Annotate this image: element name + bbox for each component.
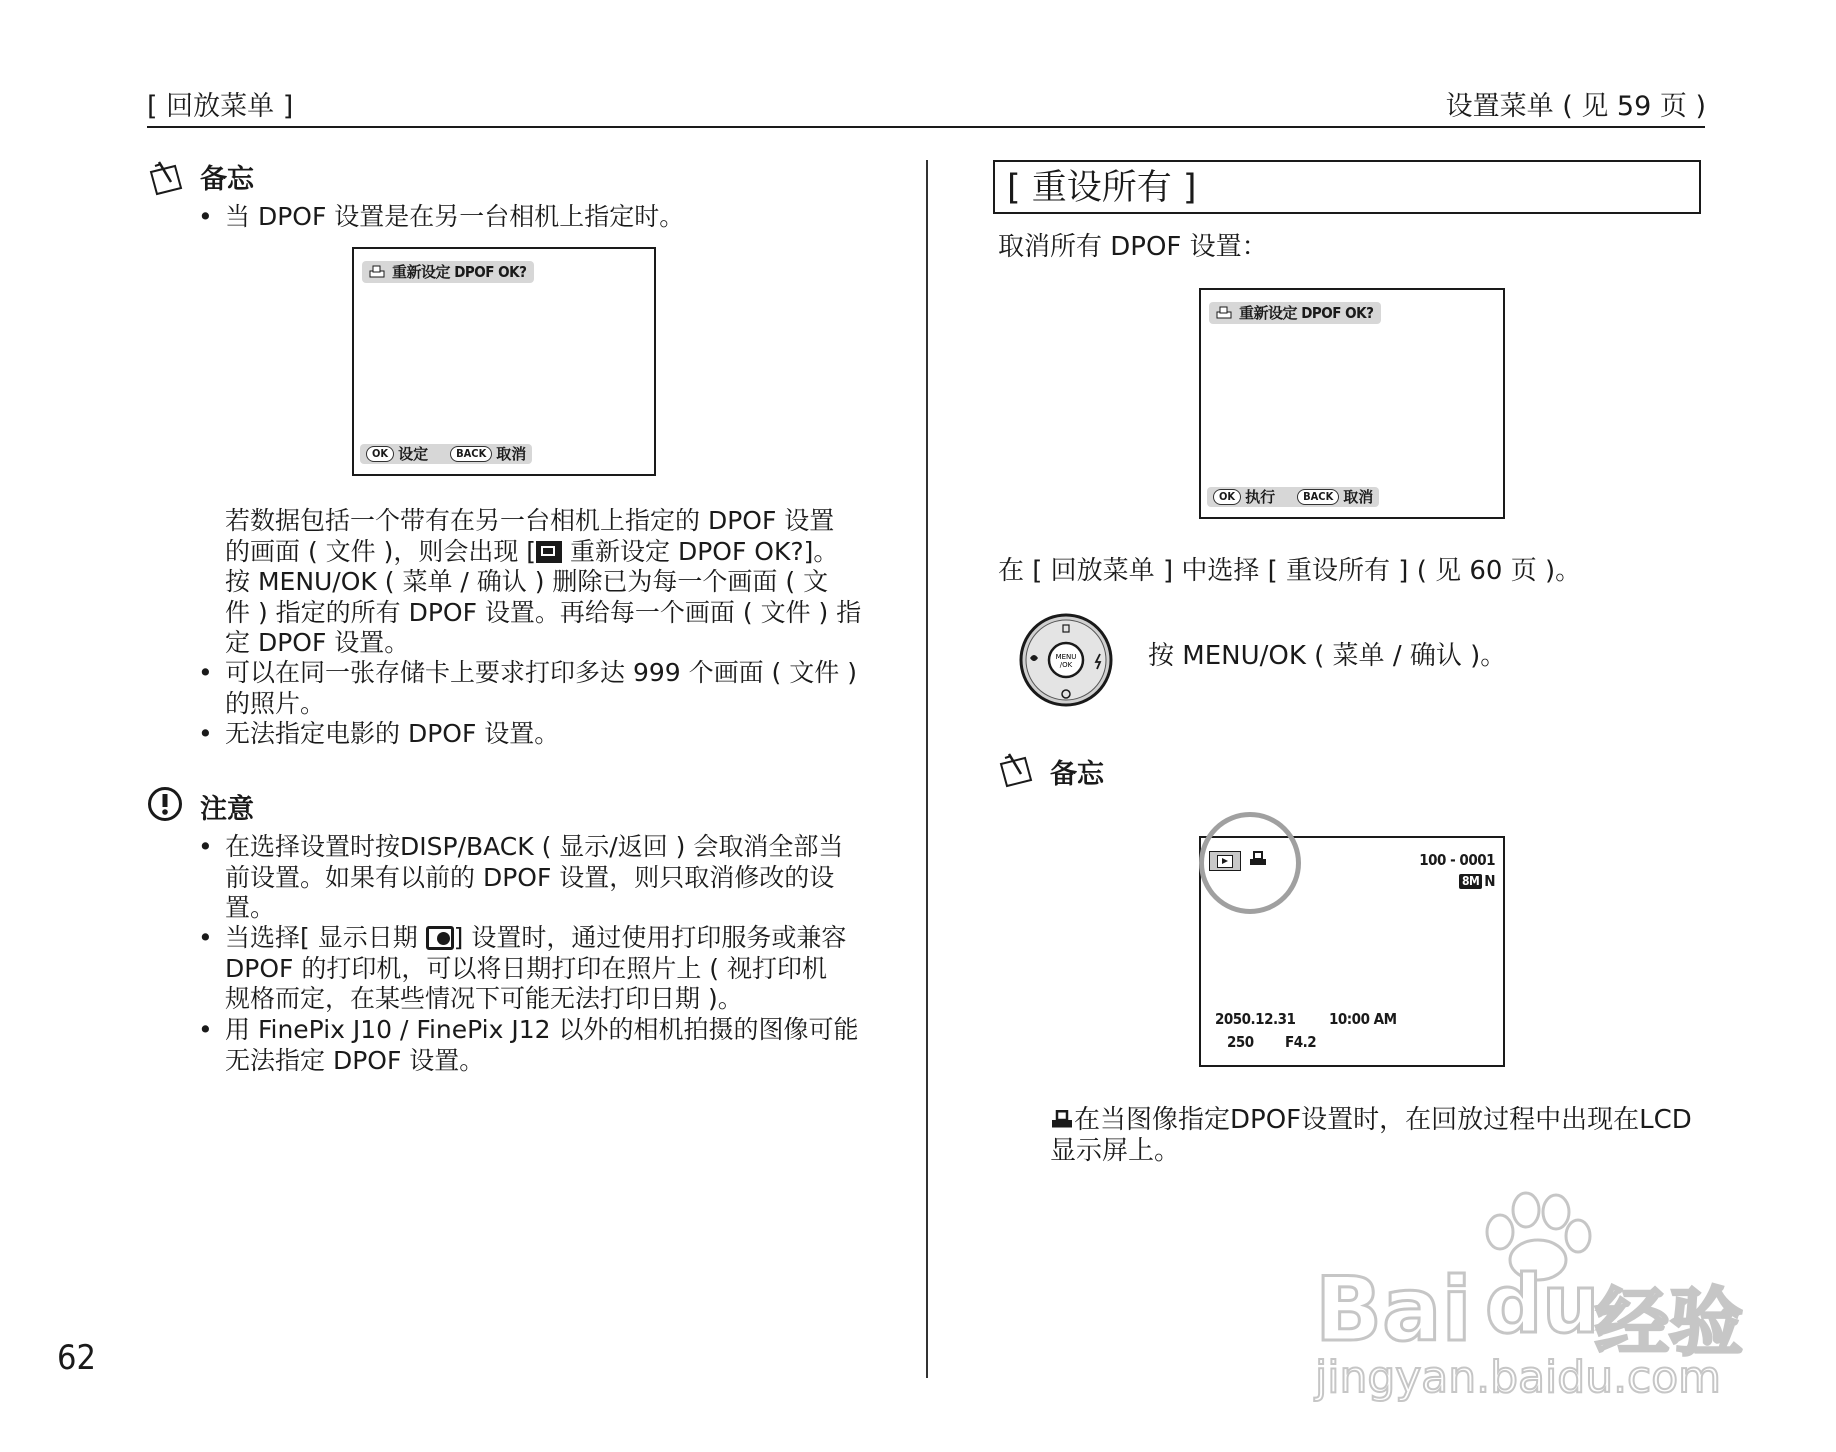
capture-date: 2050.12.31 <box>1215 1010 1296 1028</box>
memo-bullet-1: • 当 DPOF 设置是在另一台相机上指定时。 <box>198 202 685 231</box>
memo-icon <box>145 158 187 196</box>
header-right: 设置菜单 ( 见 59 页 ) <box>1445 91 1706 122</box>
memo-title-right: 备忘 <box>1050 759 1104 790</box>
image-size: 8M N <box>1459 872 1495 890</box>
page-number: 62 <box>57 1338 96 1378</box>
watermark-cn: 经验 <box>1595 1280 1743 1366</box>
dial-label: MENU <box>1055 653 1077 661</box>
memo-icon <box>995 750 1037 788</box>
lcd-title-bar: 重新设定 DPOF OK? <box>362 261 534 283</box>
shutter-speed: 250 <box>1227 1033 1254 1051</box>
lcd-button-bar: OK 设定 BACK 取消 <box>360 444 532 464</box>
section-title: [ 重设所有 ] <box>993 160 1701 214</box>
memo-title: 备忘 <box>200 164 254 195</box>
caution-bullet-3: • 用 FinePix J10 / FinePix J12 以外的相机拍摄的图像可能 无法指定 DPOF 设置。 <box>198 1015 859 1075</box>
svg-text:/OK: /OK <box>1059 661 1073 669</box>
frame-number: 100 - 0001 <box>1419 851 1495 869</box>
caution-bullet-1: • 在选择设置时按DISP/BACK ( 显示/返回 ) 会取消全部当 前设置。如果有以前的 DPOF 设置，则只取消修改的设 置。 <box>198 832 844 922</box>
watermark <box>1315 1190 1755 1403</box>
dpof-note: 在当图像指定DPOF设置时，在回放过程中出现在LCD 显示屏上。 <box>1050 1105 1692 1166</box>
date-icon <box>426 926 454 950</box>
lcd-screen-1 <box>352 247 656 476</box>
dpof-print-icon <box>1050 1110 1074 1130</box>
capture-time: 10:00 AM <box>1329 1010 1397 1028</box>
memo-bullet-3: • 无法指定电影的 DPOF 设置。 <box>198 719 560 748</box>
lcd-title-bar: 重新设定 DPOF OK? <box>1209 302 1381 324</box>
watermark-brand-du: du <box>1485 1258 1600 1351</box>
print-icon <box>369 265 385 278</box>
lcd-button-bar: OK 执行 BACK 取消 <box>1207 487 1379 507</box>
step-text: 在 [ 回放菜单 ] 中选择 [ 重设所有 ] ( 见 60 页 )。 <box>998 556 1582 586</box>
print-icon <box>1216 306 1232 319</box>
lcd-screen-2 <box>1199 288 1505 519</box>
header-rule <box>147 126 1705 128</box>
section-intro: 取消所有 DPOF 设置： <box>998 232 1268 262</box>
caution-title: 注意 <box>200 794 254 825</box>
watermark-url: jingyan.baidu.com <box>1315 1352 1722 1403</box>
watermark-brand: Bai <box>1315 1258 1472 1361</box>
header-left: [ 回放菜单 ] <box>147 91 294 122</box>
print-icon <box>536 541 562 563</box>
caution-bullet-2: • 当选择[ 显示日期 ] 设置时，通过使用打印服务或兼容 DPOF 的打印机，可以将日期打印在照片上 ( 视打印机 规格而定，在某些情况下可能无法打印日期 )。 <box>198 923 847 1013</box>
memo-paragraph: 若数据包括一个带有在另一台相机上指定的 DPOF 设置 的画面 ( 文件 )，则会出现 [ 重新设定 DPOF OK?]。 按 MENU/OK ( 菜单 / 确认 ) 删除已为每一个画面 ( 文 件 ) 指定的所有 DPOF 设置。再给每一个画面 ( 文件 ) 指 定 DPOF 设置。 <box>225 506 862 657</box>
highlight-circle <box>1199 812 1301 914</box>
aperture: F4.2 <box>1285 1033 1317 1051</box>
press-text: 按 MENU/OK ( 菜单 / 确认 )。 <box>1148 641 1507 671</box>
column-divider <box>926 160 928 1378</box>
caution-icon <box>147 786 183 822</box>
memo-bullet-2: • 可以在同一张存储卡上要求打印多达 999 个画面 ( 文件 ) 的照片。 <box>198 658 857 718</box>
control-dial-icon <box>1018 612 1114 708</box>
